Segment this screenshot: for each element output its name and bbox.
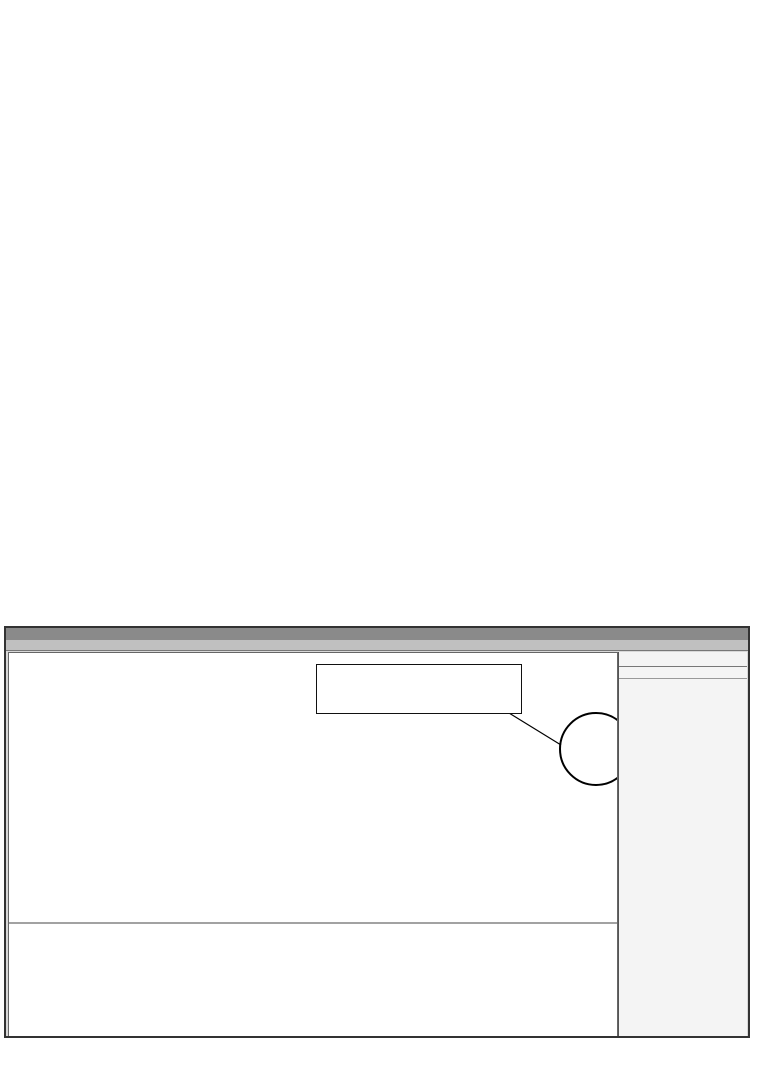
chart-header-bar <box>6 640 748 651</box>
highlight-circle <box>560 713 617 785</box>
kline-svg <box>9 653 617 1037</box>
callout-box <box>316 664 522 714</box>
quote-title <box>619 652 747 667</box>
tick-table-header <box>619 667 747 679</box>
quote-panel <box>618 652 747 1036</box>
kline-chart <box>8 652 618 1038</box>
callout-arrow <box>509 713 561 745</box>
window-titlebar <box>6 628 748 640</box>
chart-screenshot <box>4 626 750 1038</box>
